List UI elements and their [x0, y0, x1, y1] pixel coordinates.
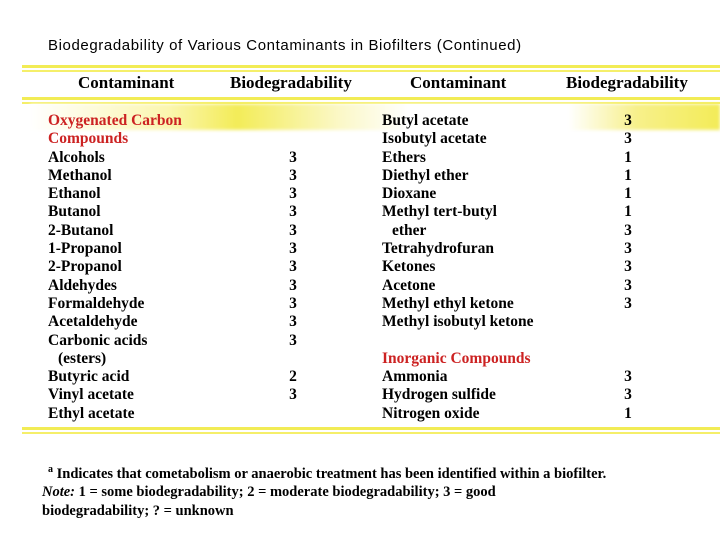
contaminant-label: ether — [392, 221, 427, 239]
biodegradability-value: 3 — [289, 276, 297, 294]
biodegradability-value: 3 — [624, 112, 632, 129]
contaminant-label — [382, 332, 534, 350]
contaminant-label: Ethanol — [48, 185, 101, 203]
header-rule — [22, 97, 720, 100]
left-biodegradability-column — [283, 112, 303, 423]
contaminant-label: Acetaldehyde — [48, 313, 138, 331]
biodegradability-value: 3 — [624, 130, 632, 148]
contaminant-label: Butyric acid — [48, 368, 130, 386]
contaminant-label: 2-Butanol — [48, 221, 114, 239]
contaminant-label: Butyl acetate — [382, 112, 469, 129]
footnote-text: Indicates that cometabolism or anaerobic treatment has been identified within a biofilter. — [56, 465, 607, 482]
biodegradability-value — [618, 332, 638, 350]
biodegradability-value: 3 — [289, 258, 297, 276]
contaminant-label: 1-Propanol — [48, 240, 122, 258]
biodegradability-value: 3 — [289, 203, 297, 221]
biodegradability-value: 3 — [624, 221, 632, 239]
header-contaminant-left: Contaminant — [78, 73, 175, 92]
contaminant-label: Compounds — [48, 130, 129, 148]
legend-note — [42, 484, 496, 501]
contaminant-label: Inorganic Compounds — [382, 349, 531, 367]
note-text: 1 = some biodegradability; 2 = moderate biodegradability; 3 = good — [78, 484, 496, 500]
biodegradability-value: 3 — [289, 166, 297, 184]
top-rule — [22, 65, 720, 68]
biodegradability-value: 3 — [624, 240, 632, 258]
contaminant-label: Aldehydes — [48, 276, 117, 294]
biodegradability-value: 1 — [624, 166, 632, 184]
contaminant-label: Alcohols — [48, 148, 105, 166]
biodegradability-value — [618, 350, 638, 368]
right-contaminant-column — [382, 112, 534, 423]
contaminant-label: Acetone — [382, 276, 436, 294]
page-title: Biodegradability of Various Contaminants in Biofilters (Continued) — [48, 37, 522, 54]
contaminant-label: Formaldehyde — [48, 294, 145, 312]
biodegradability-value: 3 — [624, 258, 632, 276]
biodegradability-value — [283, 350, 303, 368]
contaminant-label: 2-Propanol — [48, 258, 122, 276]
bottom-rule — [22, 427, 720, 430]
contaminant-label: Methyl tert-butyl — [382, 203, 497, 221]
contaminant-label: Hydrogen sulfide — [382, 386, 496, 404]
footnote — [48, 464, 606, 483]
contaminant-label: Vinyl acetate — [48, 386, 134, 404]
biodegradability-value: 3 — [289, 331, 297, 349]
biodegradability-value: 1 — [624, 185, 632, 203]
header-contaminant-right: Contaminant — [410, 73, 507, 92]
biodegradability-value: 3 — [289, 386, 297, 404]
header-biodegradability-right: Biodegradability — [566, 73, 688, 92]
biodegradability-value — [283, 112, 303, 130]
biodegradability-value — [618, 313, 638, 331]
right-biodegradability-column — [618, 112, 638, 423]
contaminant-label: Isobutyl acetate — [382, 130, 487, 148]
biodegradability-value — [283, 130, 303, 148]
biodegradability-value — [283, 405, 303, 423]
biodegradability-value: 3 — [289, 294, 297, 312]
biodegradability-value: 3 — [624, 386, 632, 404]
left-contaminant-column — [48, 112, 182, 423]
contaminant-label: Diethyl ether — [382, 166, 469, 184]
bottom-rule-inner — [22, 432, 720, 434]
contaminant-label: Oxygenated Carbon — [48, 112, 182, 129]
biodegradability-value: 2 — [289, 368, 297, 386]
contaminant-label: Butanol — [48, 203, 101, 221]
note-label: Note: — [42, 484, 76, 500]
legend-note-continued — [42, 503, 234, 520]
contaminant-label: Ethyl acetate — [48, 404, 135, 422]
contaminant-label: Dioxane — [382, 185, 437, 203]
biodegradability-value: 3 — [624, 368, 632, 386]
biodegradability-value: 3 — [289, 185, 297, 203]
note-text-continued: biodegradability; ? = unknown — [42, 503, 234, 519]
biodegradability-value: 1 — [624, 148, 632, 166]
contaminant-label: Methyl isobutyl ketone — [382, 313, 534, 331]
biodegradability-value: 3 — [624, 276, 632, 294]
contaminant-label: Methyl ethyl ketone — [382, 294, 514, 312]
contaminant-label: Methanol — [48, 166, 112, 184]
biodegradability-value: 3 — [289, 221, 297, 239]
biodegradability-value: 3 — [289, 148, 297, 166]
contaminant-label: Ketones — [382, 258, 436, 276]
contaminant-label: Carbonic acids — [48, 331, 148, 349]
contaminant-label: Tetrahydrofuran — [382, 240, 494, 258]
contaminant-label: Nitrogen oxide — [382, 404, 480, 422]
biodegradability-value: 1 — [624, 404, 632, 422]
top-rule-inner — [22, 70, 720, 72]
header-biodegradability-left: Biodegradability — [230, 73, 352, 92]
contaminant-label: (esters) — [58, 349, 107, 367]
biodegradability-value: 3 — [289, 313, 297, 331]
biodegradability-value: 3 — [624, 294, 632, 312]
contaminant-label: Ammonia — [382, 368, 448, 386]
contaminant-label: Ethers — [382, 148, 426, 166]
biodegradability-value: 3 — [289, 240, 297, 258]
biodegradability-value: 1 — [624, 203, 632, 221]
footnote-marker: a — [48, 464, 53, 475]
